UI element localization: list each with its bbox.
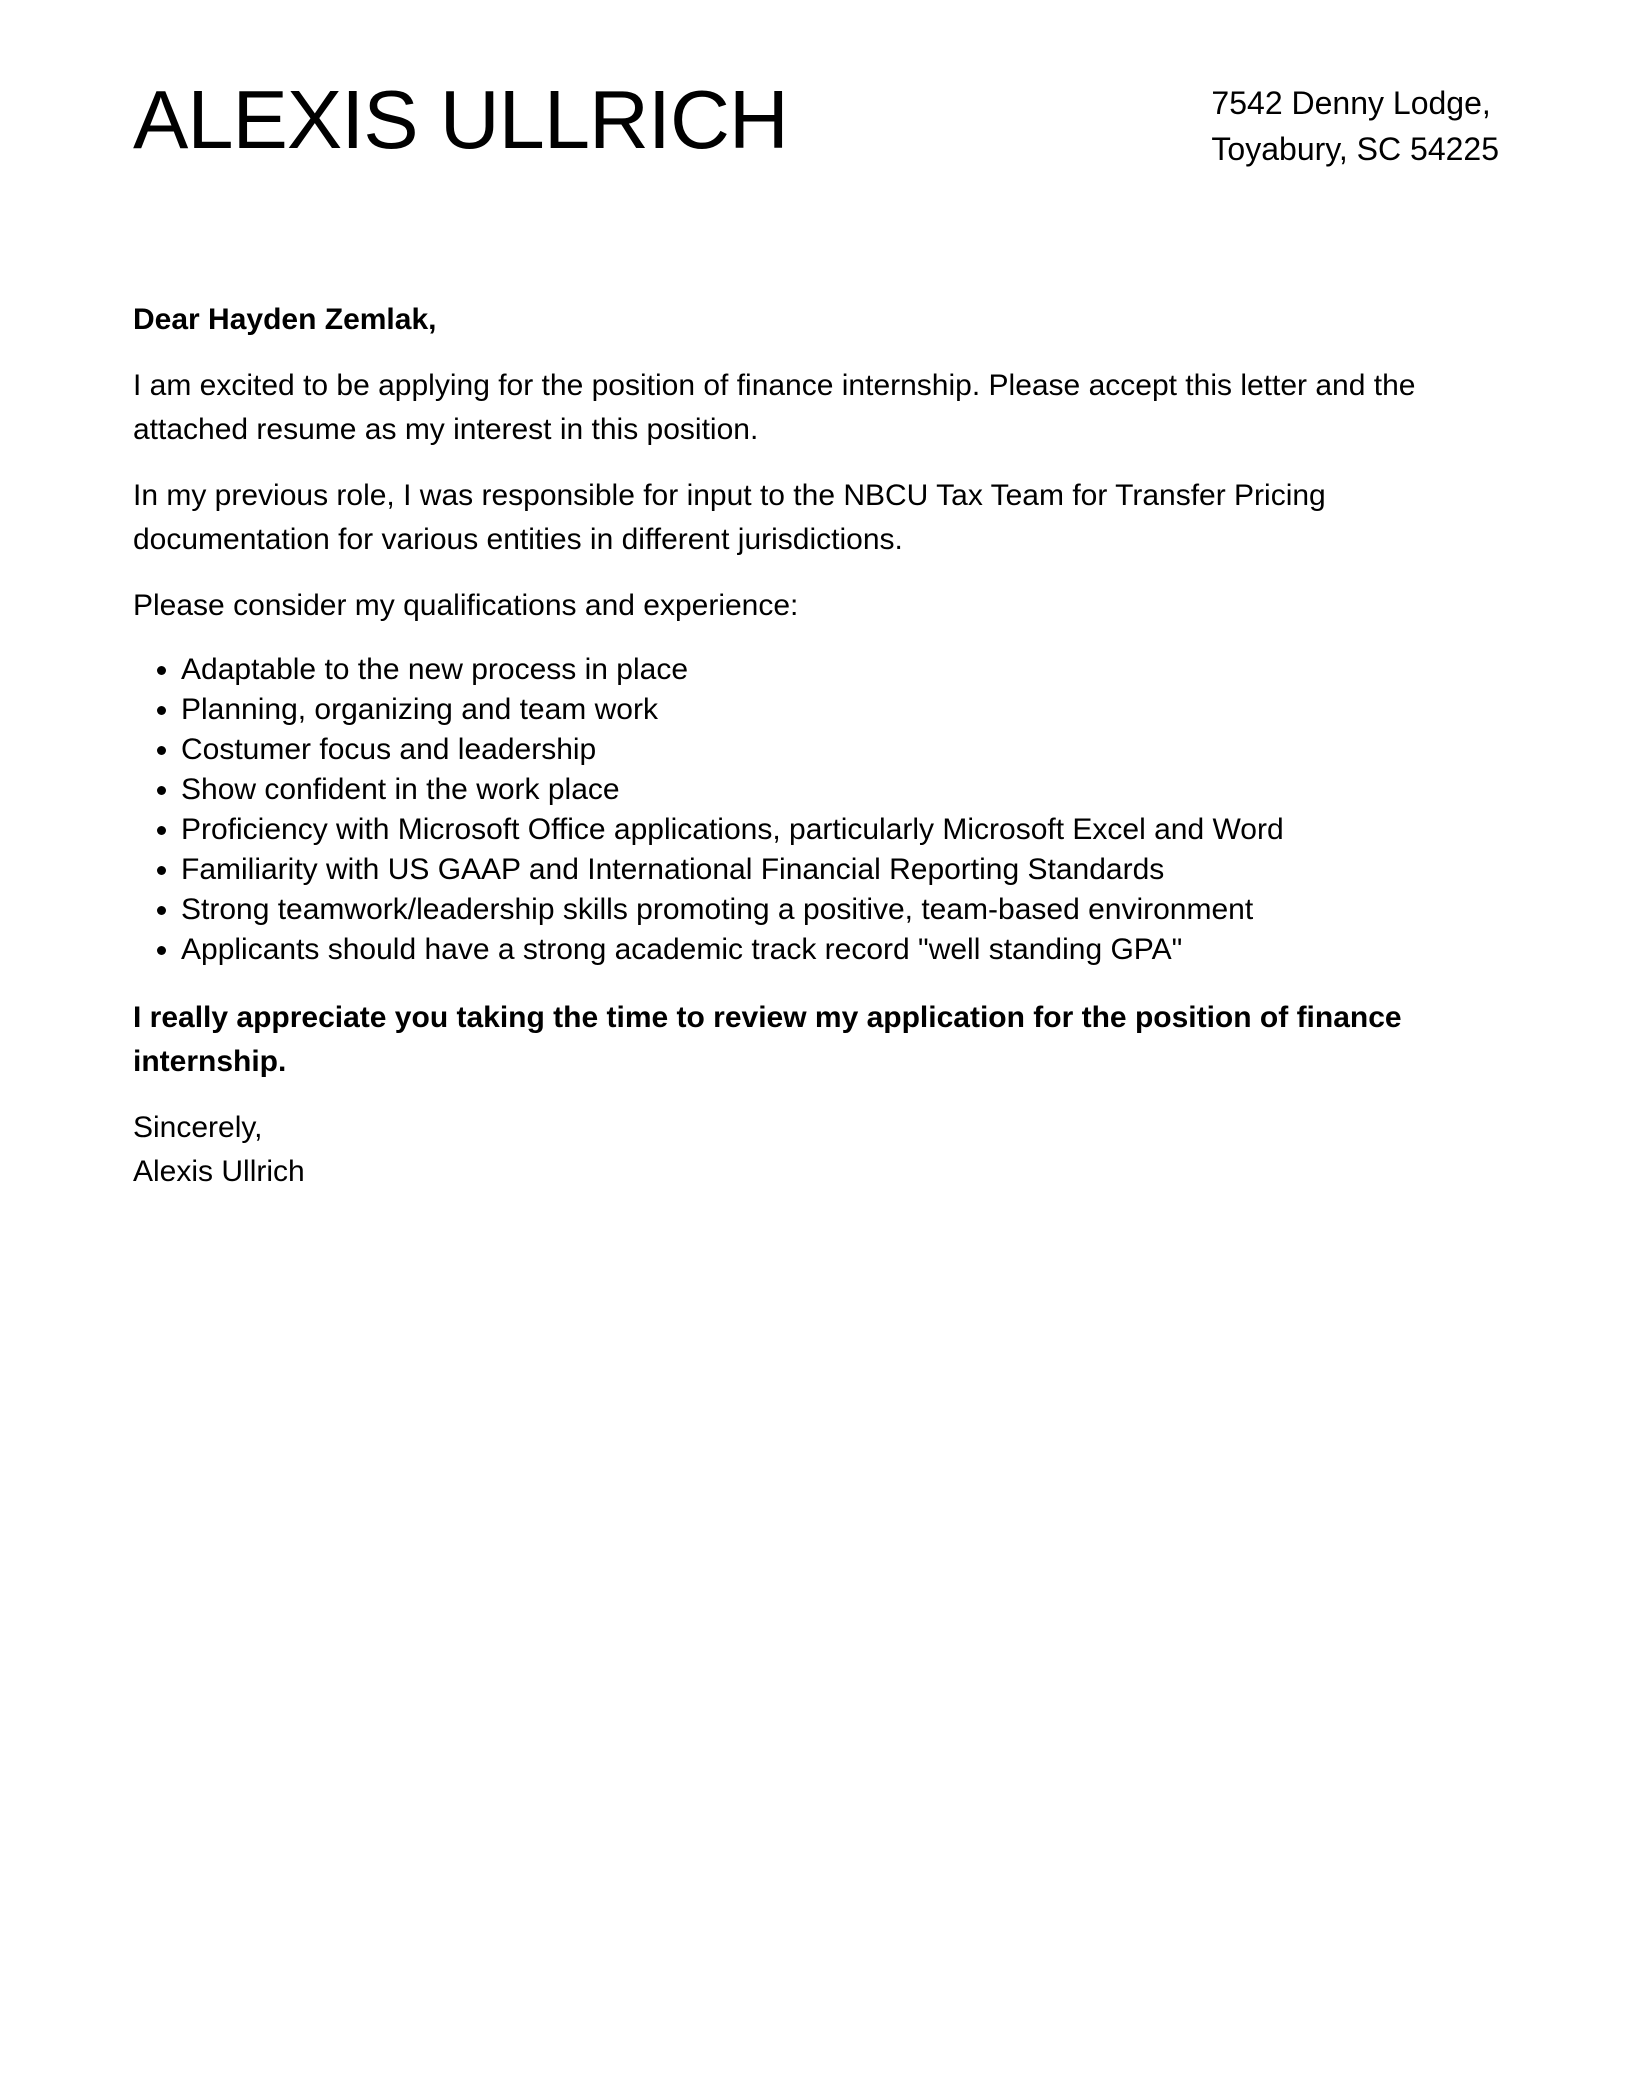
list-item: • Show confident in the work place [181, 770, 1499, 810]
address-line-1: 7542 Denny Lodge, [1211, 85, 1491, 121]
qualifications-list [133, 650, 1499, 970]
qualifications-intro: Please consider my qualifications and experience: [133, 589, 799, 622]
intro-paragraph: I am excited to be applying for the position of finance internship. Please accept this letter and the attached resume as my interest in this position. [133, 369, 1416, 446]
list-item: • Applicants should have a strong academic track record "well standing GPA" [181, 930, 1499, 970]
experience-paragraph: In my previous role, I was responsible for input to the NBCU Tax Team for Transfer Pricing documentation for various entities in different jurisdictions. [133, 479, 1326, 556]
list-item: • Adaptable to the new process in place [181, 650, 1499, 690]
greeting: Dear Hayden Zemlak, [133, 303, 437, 336]
signature-name: Alexis Ullrich [133, 1155, 305, 1188]
address-line-2: Toyabury, SC 54225 [1211, 131, 1499, 167]
letter-body [133, 298, 1499, 1194]
signoff-block [133, 1106, 1499, 1194]
signoff: Sincerely, [133, 1111, 263, 1144]
list-item: • Familiarity with US GAAP and International Financial Reporting Standards [181, 850, 1499, 890]
list-item: • Strong teamwork/leadership skills promoting a positive, team-based environment [181, 890, 1499, 930]
applicant-name: ALEXIS ULLRICH [133, 73, 788, 166]
list-item: • Planning, organizing and team work [181, 690, 1499, 730]
list-item: • Costumer focus and leadership [181, 730, 1499, 770]
closing-paragraph: I really appreciate you taking the time to review my application for the position of finance internship. [133, 1001, 1402, 1078]
applicant-address [1211, 80, 1499, 172]
list-item: • Proficiency with Microsoft Office applications, particularly Microsoft Excel and Word [181, 810, 1499, 850]
